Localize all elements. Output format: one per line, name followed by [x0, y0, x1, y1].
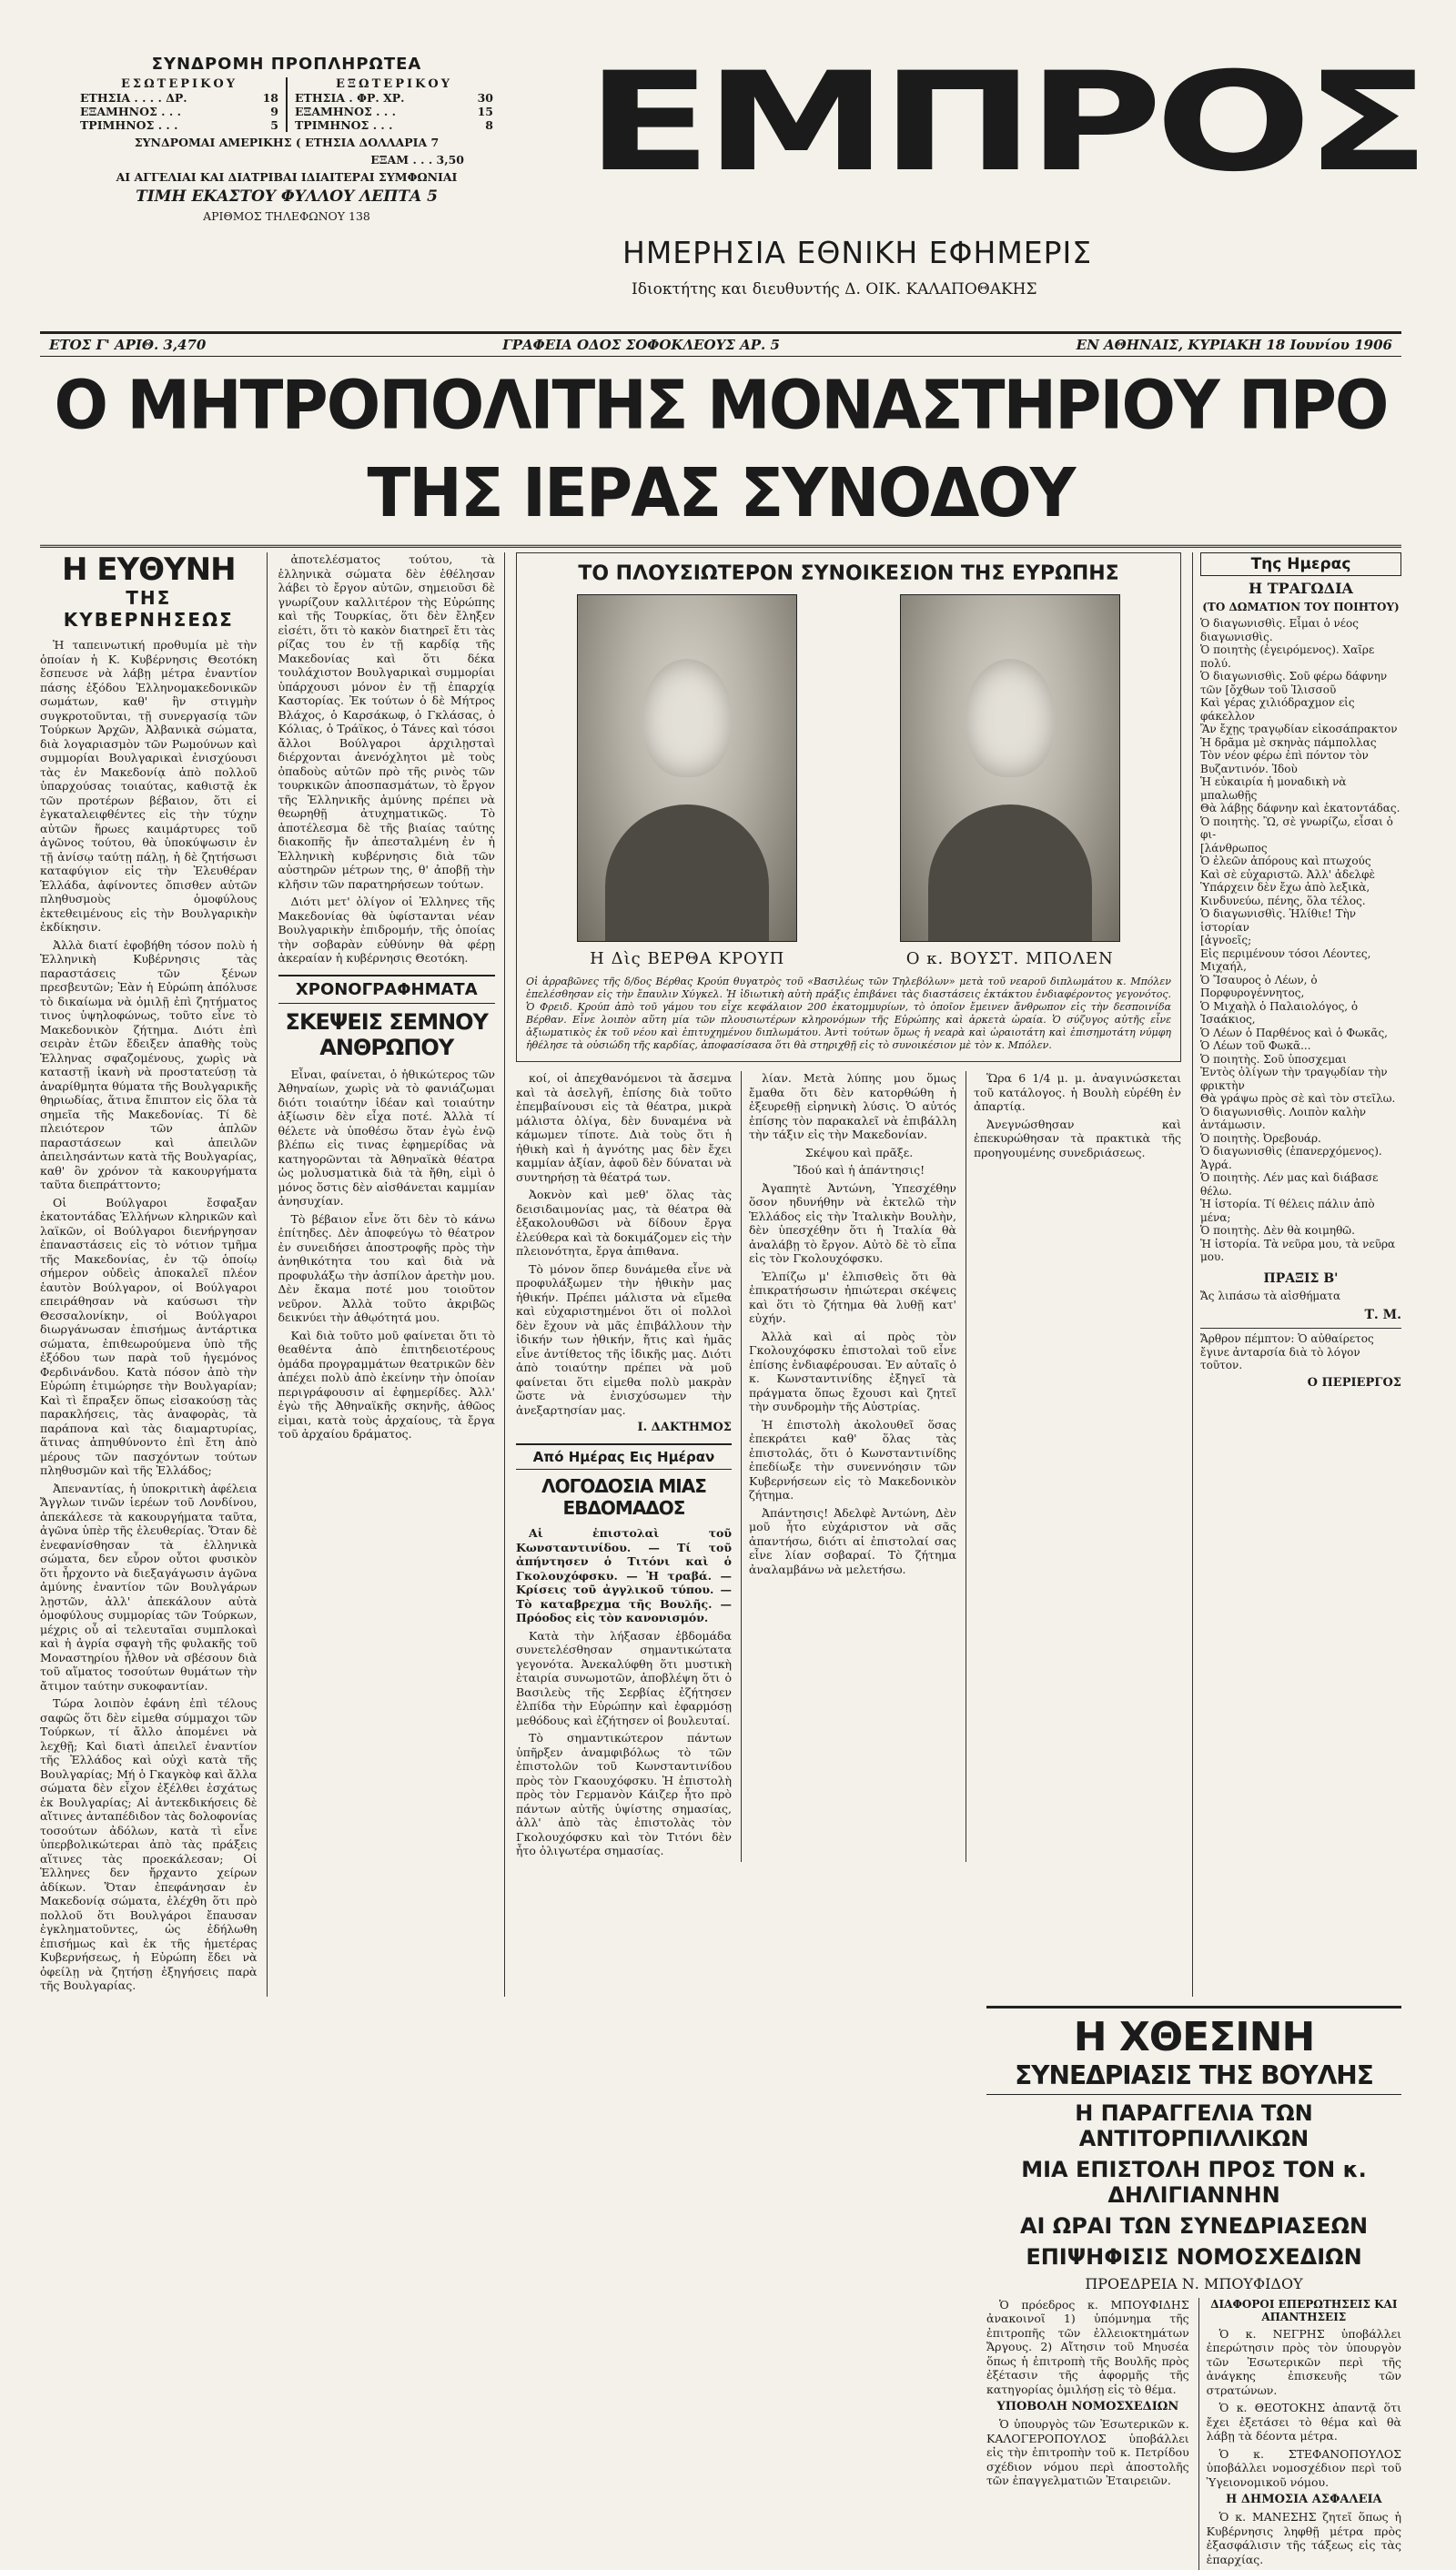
paragraph: Τὸ βέβαιον εἶνε ὅτι δὲν τὸ κάνω ἐπίτηδες. Δὲν ἀποφεύγω τὸ θέατρον ἐν συνειδήσει ἀποστροφῆς πρὸς τὴν ἀνηθικότητα του καὶ διὰ νὰ προφυλάξω τὴν ἀσπίλον ἀρετὴν μου. Δὲν ἔκαμα ποτέ μου τοιοῦτον νεῦρον. Ἀλλὰ τοῦτο ἀκριβῶς δεικνύει τὴν ἀθῳότητά μου. [278, 1212, 496, 1325]
column-mid-1 [516, 1071, 732, 1862]
session-line: ΜΙΑ ΕΠΙΣΤΟΛΗ ΠΡΟΣ ΤΟΝ κ. ΔΗΛΙΓΙΑΝΝΗΝ [986, 2157, 1401, 2208]
session-left [986, 2298, 1189, 2570]
paragraph: Ἀγαπητὲ Ἀντώνη, Ὑπεσχέθην ὅσον ηδυνήθην νὰ ἐκτελῶ τὴν Ἑλλάδος εἰς τὴν Ἰταλικὴν Βουλὴν, δὲν ὑπεσχέθην ὅτι ἡ Ἰταλία θὰ ἀναλάβῃ τὸ ἔργον. Αὐτὸ δὲ τὸ εἶπα εἰς τὸν Γκολουχόφσκυ. [749, 1181, 956, 1266]
dialog-line: Ὁ ποιητὴς. Σοῦ ὑποσχεμαι [1200, 1053, 1401, 1067]
paragraph: Τὸ σημαντικώτερον πάντων ὑπῆρξεν ἀναμφιβόλως τὸ τῶν ἐπιστολῶν τοῦ Κωνσταντινίδου πρὸς τὸν Γκαουχόφσκυ. Ἡ ἐπιστολὴ πρὸς τὸν Γερμανὸν Κάιζερ ἦτο πρὸ πάντων αὐτῆς ὑψίστης σημασίας, ἀλλ' ἀπὸ τὰς ἐπιστολὰς τὸν Γκολουχόφσκυ καὶ τὸν Τιτόνι δὲν ἦτο ὀλιγωτέρα σημασίας. [516, 1731, 732, 1858]
photo-feature [516, 552, 1181, 1062]
paragraph: Ἡ ἐπιστολὴ ἀκολουθεῖ ὅσας ἐπεκράτει καθ' ὅλας τὰς ἐπιστολάς, ὅτι ὁ Κωνσταντινίδης ἐπεδίωξε τὴν συνεννόησιν τῶν Κυβερνήσεων εἰς τὸ Μακεδονικὸν ζήτημα. [749, 1418, 956, 1503]
dialog-line: Θὰ λάβῃς δάφνην καὶ ἑκατοντάδας. [1200, 802, 1401, 815]
dialog-line: Ἡ ἱστορία. Τὰ νεῦρα μου, τὰ νεῦρα μου. [1200, 1238, 1401, 1264]
perigrammatic-signature: Ο ΠΕΡΙΕΡΓΟΣ [1200, 1376, 1401, 1390]
paragraph: Αἱ ἐπιστολαὶ τοῦ Κωνσταντινίδου. — Τί τοῦ ἀπήντησεν ὁ Τιτόνι καὶ ὁ Γκολουχόφσκυ. — Ἡ τραβά. — Κρίσεις τοῦ ἀγγλικοῦ τύπου. — Τὸ καταβρεχμα τῆς Βουλῆς. — Πρόοδος εἰς τὸν κανονισμόν. [516, 1526, 732, 1625]
session-president: ΠΡΟΕΔΡΕΙΑ Ν. ΜΠΟΥΦΙΔΟΥ [986, 2275, 1401, 2292]
dialog-line: Ὁ ποιητὴς (ἐγειρόμενος). Χαῖρε πολύ. [1200, 643, 1401, 670]
banner-headline: Ο ΜΗΤΡΟΠΟΛΙΤΗΣ ΜΟΝΑΣΤΗΡΙΟΥ ΠΡΟ ΤΗΣ ΙΕΡΑΣ ΣΥΝΟΔΟΥ [40, 361, 1401, 548]
interior-label: ΕΣΩΤΕΡΙΚΟΥ [73, 77, 286, 91]
tragedy-title: Η ΤΡΑΓΩΔΙΑ [1200, 580, 1401, 597]
dialog-line: Εἰς περιμένουν τόσοι Λέοντες, Μιχαήλ, [1200, 947, 1401, 974]
dialog-line: Ὁ διαγωνισθὶς (ἐπανερχόμενος). Ἀγρά. [1200, 1145, 1401, 1171]
paragraph: Σκέψου καὶ πρᾶξε. [749, 1146, 956, 1160]
paragraph: Διότι μετ' ὀλίγον οἱ Ἑλληνες τῆς Μακεδονίας θὰ ὑφίστανται νέαν Βουλγαρικὴν ἐπιδρομήν, τῆς ὁποίας τὴν σοβαρὰν εὐθύνην θὰ φέρῃ ἀκεραίαν ἡ κυβέρνησις Θεοτόκη. [278, 895, 496, 966]
column-chronicle [278, 552, 506, 1997]
dialog-line: Ὁ διαγωνισθὶς. Εἶμαι ὁ νέος διαγωνισθὶς. [1200, 617, 1401, 643]
paragraph: λίαν. Μετὰ λύπης μου ὅμως ἔμαθα ὅτι δὲν κατορθώθη ἡ ἐξευρεθῇ εἰρηνικὴ λύσις. Ὁ αὐτός ἐπίσης τὸν παρακαλεῖ νὰ ἐπιβάλλη τὴν τάξιν εἰς τὴν Μακεδονίαν. [749, 1071, 956, 1142]
paragraph: Τώρα λοιπὸν ἐφάνη ἐπὶ τέλους σαφῶς ὅτι δὲν εἰμεθα σύμμαχοι τῶν Τούρκων, τί ἄλλο ἀπομένει νὰ λεχθῇ; Καὶ διατὶ ἀπειλεῖ ἐναντίον τῆς Ἑλλάδος καὶ οὐχὶ κατὰ τῆς Βουλγαρίας; Μή ὁ Γκαγκὸφ καὶ ἄλλα σώματα δὲν εἶχον ἐξέλθει ἐσχάτως ἐκ Βουλγαρίας; Αἱ ἀντεκδικήσεις δὲ αἵτινες ἀνταπέδιδον τὰς δολοφονίας τοσούτων ἀδόλων, κατὰ τὶ εἶνε ὑπερβολικώτεραι ἀπὸ τὰς πράξεις αἵτινες τὰς προεκάλεσαν; Οἱ Ἑλληνες δεν ἤρχαντο χείρων ἀδίκων. Ὅταν ἐπεφάνησαν ἐν Μακεδονίᾳ σώματα, ἐλέχθη ὅτι πρὸ πολλοῦ ὅτι Βουλγάροι ἔπαυσαν ἐγκληματοῦντες, ὡς ἐδήλωθη ἐπισήμως καὶ ἐκ τῆς ἡμετέρας Κυβερνήσεως, ἡ Εὐρώπη ἔδει νὰ ὀφείλῃ νὰ ζητήσῃ ἐξηγήσεις παρὰ τῆς Βουλγαρίας. [40, 1696, 258, 1993]
newspaper-title: ΕΜΠΡΟΣ [586, 55, 1423, 191]
rate-period: ΕΞΑΜΗΝΟΣ . . . [80, 105, 181, 118]
dialog-line: Ὁ Μιχαὴλ ὁ Παλαιολόγος, ὁ Ἰσαάκιος, [1200, 1000, 1401, 1027]
session-subheadline: ΣΥΝΕΔΡΙΑΣΙΣ ΤΗΣ ΒΟΥΛΗΣ [986, 2060, 1401, 2095]
paragraph: Ὁ πρόεδρος κ. ΜΠΟΥΦΙΔΗΣ ἀνακοινοῖ 1) ὑπόμνημα τῆς ἐπιτροπῆς τῶν ἐλλειοκτημάτων Ἄργους. 2) Αἴτησιν τοῦ Μηυσέα ὅπως ἡ ἐπιτροπὴ τῆς Βουλῆς πρὸς ἐξέτασιν τῆς ἀφορμῆς τῆς κατηγορίας ὁμιλήσῃ εἰς τὸ θέμα. [986, 2298, 1189, 2397]
subscription-box [73, 55, 500, 223]
rate-price: 9 [270, 105, 278, 118]
session-subhead: Η ΔΗΜΟΣΙΑ ΑΣΦΑΛΕΙΑ [1207, 2493, 1401, 2506]
dialog-line: [λάνθρωπος [1200, 842, 1401, 855]
dialog-line: Ὁ ἐλεῶν ἀπόρους καὶ πτωχούς [1200, 855, 1401, 868]
act-header: ΠΡΑΞΙΣ Β' [1200, 1271, 1401, 1286]
paragraph: Ἀπεναντίας, ἡ ὑποκριτικὴ ἀφέλεια Ἄγγλων τινῶν ἱερέων τοῦ Λονδίνου, ἀπεκάλεσε τὰ κακουργήματα ταῦτα, ἀγῶνα ὑπὲρ τῆς ἐλευθερίας. Ὅταν δὲ ἐνεφανίσθησαν τὰ ἑλληνικὰ σώματα, δεν εὗρον οὗτοι φυσικὸν ὅτι ἦρχοντο νὰ διεξαγάγωσιν ἀγῶνα ἀμύνης ἐναντίον τῶν Βουλγάρων λῃστῶν, ἀλλ' ἀπεκάλουν αὐτὰ ὁμοφύλους συμμορίας τῶν Τούρκων, μέχρις οὗ αἱ τελευταῖαι συμπλοκαὶ καὶ ἡ ἀγρία σφαγὴ τῆς φυλακῆς τοῦ Μοναστηρίου ἦλθον νὰ σβέσουν διὰ τοῦ αἵματος τοσούτων θυμάτων τὴν ἄτιμον ταύτην συκοφαντίαν. [40, 1482, 258, 1694]
photo-title: ΤΟ ΠΛΟΥΣΙΩΤΕΡΟΝ ΣΥΝΟΙΚΕΣΙΟΝ ΤΗΣ ΕΥΡΩΠΗΣ [526, 562, 1171, 585]
rate-price: 5 [270, 118, 278, 132]
note-text: Ἄρθρον πέμπτον: Ὁ αὐθαίρετος ἔγινε ἀνταρσία διὰ τὸ λόγον τοῦτον. [1200, 1328, 1401, 1372]
dialog-line: Ὁ ποιητὴς. Δὲν θὰ κοιμηθῶ. [1200, 1224, 1401, 1238]
signature: Ι. ΔΑΚΤΗΜΟΣ [516, 1421, 732, 1434]
dialog-line: Ὁ Λέων ὁ Παρθένος καὶ ὁ Φωκᾶς, [1200, 1027, 1401, 1040]
dateline [40, 331, 1401, 357]
column-mid-3 [966, 1071, 1181, 1862]
rate-price: 15 [478, 105, 493, 118]
paragraph: Ὁ κ. ΝΕΓΡΗΣ ὑποβάλλει ἐπερώτησιν πρὸς τὸν ὑπουργὸν τῶν Ἐσωτερικῶν περὶ τῆς ἀνάγκης ἐπισκευῆς τῶν στρατώνων. [1207, 2327, 1401, 2398]
dialog-line: Ἐντὸς ὀλίγων τὴν τραγῳδίαν τὴν φρικτὴν [1200, 1066, 1401, 1092]
paragraph: Ὁ κ. ΘΕΟΤΟΚΗΣ ἀπαντᾷ ὅτι ἔχει ἐξετάσει τὸ θέμα καὶ θὰ λάβῃ τὰ δέοντα μέτρα. [1207, 2401, 1401, 2444]
session-headline: Η ΧΘΕΣΙΝΗ [986, 2014, 1401, 2060]
paragraph: Ἡ ταπεινωτική προθυμία μὲ τὴν ὁποίαν ἡ Κ. Κυβέρνησις Θεοτόκη ἔσπευσε νὰ λάβῃ μέτρα ἐναντίον πάσης ἐξόδου Ἑλληνομακεδονικῶν σωμάτων, καθ' ἣν στιγμὴν συγκροτοῦνται, τῇ συνεργασίᾳ τῶν Τούρκων Ἀρχῶν, Ἀλβανικὰ σώματα, διὰ λογαριασμὸν τῶν Ρωμούνων καὶ συμμορίαι Βουλγαρικαὶ ἐνισχύουσι τὰς ἐν Μακεδονίᾳ ἀπὸ πολλοῦ ὑπαρχούσας τοιαύτας, καθιστᾷ ἐκ τῶν προτέρων βέβαιον, ὅτι εἰ ἐγκαταλειφθέντες εἰς τὴν τύχην αὐτῶν ἥρωες καιμάρτυρες τοῦ ἀγῶνος τούτου, θὰ ὑποκύψωσιν ἐν τῇ ἀνίσῳ ταύτῃ πάλῃ, ἡ δὲ ζητήσωσι καταφύγιον εἰς τὴν Ἐλευθέραν Ἑλλάδα, ἀφίνοντες ὄπισθεν αὐτῶν πληθυσμοὺς ὁμοφύλους ἐκτεθειμένους εἰς τὴν Βουλγαρικὴν ἐκδίκησιν. [40, 638, 258, 935]
paragraph: Καὶ διὰ τοῦτο μοῦ φαίνεται ὅτι τὸ θεαθέντα ἀπὸ ἐπιτηδειοτέρους ὁμάδα προγραμμάτων θεατρικῶν δὲν ἀπέχει πολὺ ἀπὸ ἐκείνην τὴν ὁποίαν περιγράφουσιν αἱ ἐφημερίδες. Ἀλλ' ἐγὼ τῆς Ἀθηναϊκῆς σκηνῆς, ἀθῶος εἰμαι, κατὰ τοὺς ἀρχαίους, τὰ ἔργα τοῦ ἀρχαίου δράματος. [278, 1329, 496, 1442]
dialog-line: Ὁ διαγωνισθὶς. Λοιπὸν καλὴν ἀντάμωσιν. [1200, 1106, 1401, 1132]
paragraph: κοί, οἱ ἀπεχθανόμενοι τὰ ἄσεμνα καὶ τὰ ἀσελγῆ, ἐπίσης διὰ τοῦτο ἐπεμβαίνουσι εἰς τὰ θέατρα, μικρὰ μάλιστα ὀλίγα, δὲν δυναμένα νὰ κάμωμεν τίποτε. Διὰ τοὺς ὅτι ἡ ἠθικὴ καὶ ἡ ἀγνότης μας δὲν ἔχει καμμίαν ἀξίαν, ἀφοῦ δὲν δύναται νὰ συντηρήσῃ τὰ θέατρά των. [516, 1071, 732, 1184]
rate-price: 30 [478, 91, 493, 105]
dialog-line: Ὁ ποιητὴς. Λέν μας καὶ διάβασε θέλω. [1200, 1171, 1401, 1198]
column-mid-2 [741, 1071, 956, 1862]
photo-right [892, 594, 1128, 968]
exterior-label: ΕΞΩΤΕΡΙΚΟΥ [288, 77, 500, 91]
rate-period: ΤΡΙΜΗΝΟΣ . . . [295, 118, 392, 132]
paragraph: Ὥρα 6 1/4 μ. μ. ἀναγινώσκεται τοῦ κατάλογος. ἡ Βουλὴ εὑρέθη ἐν ἀπαρτίᾳ. [974, 1071, 1181, 1114]
exterior-rates [288, 77, 500, 132]
editorial-subtitle: ΤΗΣ ΚΥΒΕΡΝΗΣΕΩΣ [40, 587, 258, 631]
america-line-2: ΕΞΑΜ . . . 3,50 [73, 153, 500, 167]
paragraph: Ὁ κ. ΜΑΝΕΣΗΣ ζητεῖ ὅπως ἡ Κυβέρνησις ληφθῇ μέτρα πρὸς ἐξασφάλισιν τῆς τάξεως εἰς τὰς ἐπαρχίας. [1207, 2510, 1401, 2566]
signoff: Τ. Μ. [1200, 1308, 1401, 1322]
america-line: ΣΥΝΔΡΟΜΑΙ ΑΜΕΡΙΚΗΣ ( ΕΤΗΣΙΑ ΔΟΛΛΑΡΙΑ 7 [73, 136, 500, 149]
editorial-title: Η ΕΥΘΥΝΗ [40, 552, 258, 587]
dialog-line: [ἀγνοεῖς; [1200, 934, 1401, 947]
paragraph: Ἀπάντησις! Ἀδελφὲ Ἀντώνη, Δὲν μοῦ ἦτο εὐχάριστον νὰ σᾶς ἀπαντήσω, διότι αἱ ἐπιστολαί σας εἶνε λίαν σοβαραί. Τὸ ζήτημα ἀναλαμβάνω νὰ μελετήσω. [749, 1506, 956, 1577]
rate-period: ΕΤΗΣΙΑ . ΦΡ. ΧΡ. [295, 91, 405, 105]
paragraph: Ἀνεγνώσθησαν καὶ ἐπεκυρώθησαν τὰ πρακτικὰ τῆς προηγουμένης συνεδριάσεως. [974, 1118, 1181, 1160]
paragraph: Οἱ Βούλγαροι ἔσφαξαν ἑκατοντάδας Ἑλλήνων κληρικῶν καὶ λαϊκῶν, οἱ Βούλγαροι διενήργησαν ἐπαναστάσεις εἰς τὸ νότιον τμῆμα τῆς Μακεδονίας, ἐν τῷ ὁποίῳ σήμερον οὐδεὶς ἀποκαλεῖ πλέον ἑαυτὸν Βούλγαρον, οἱ Βούλγαροι επειράθησαν νὰ καύσωσι τὴν Θεσσαλονίκην, οἱ Βούλγαροι διωργάνωσαν ἐπισήμως ἀντάρτικα σώματα, ἐπιθεωρούμενα ὑπὸ τῆς ἐξόδου των παρὰ τοῦ ἡγεμόνος Φερδινάνδου. Κατὰ πόσον ἀπὸ τὴν Εὐρώπη ἐτιμώρησε τὴν Βουλγαρίαν; Καὶ τὶ ἔπραξεν ὅπως εἰσακούσῃ τὰς παρακλήσεις, τὰς ἀναφορὰς, τὰ παράπονα καὶ τὰς διαμαρτυρίας, ἅτινας ἀπηυθύνοντο ἐπὶ ἔτη ἀπὸ μέρους τῶν πασχόντων τούτων πληθυσμῶν καὶ τῆς Ἑλλάδος; [40, 1196, 258, 1478]
session-report [986, 2006, 1401, 2570]
phone-line: ΑΡΙΘΜΟΣ ΤΗΛΕΦΩΝΟΥ 138 [73, 209, 500, 223]
issue-number: ΕΤΟΣ Γ' ΑΡΙΘ. 3,470 [49, 337, 206, 353]
session-subhead: ΔΙΑΦΟΡΟΙ ΕΠΕΡΩΤΗΣΕΙΣ ΚΑΙ ΑΠΑΝΤΗΣΕΙΣ [1207, 2298, 1401, 2323]
section-header: ΧΡΟΝΟΓΡΑΦΗΜΑΤΑ [278, 975, 496, 1004]
middle-area [516, 552, 1181, 1997]
dialog-line: Ὁ ποιητὴς. Ὀρεβουάρ. [1200, 1132, 1401, 1146]
rate-price: 8 [485, 118, 493, 132]
dialog-line: Ὁ διαγωνισθὶς. Σοῦ φέρω δάφνην τῶν [ὄχθων τοῦ Ἰλισσοῦ [1200, 670, 1401, 696]
dialog-line: Ὁ διαγωνισθὶς. Ἡλίθιε! Τὴν ἱστορίαν [1200, 907, 1401, 934]
dialog-line: Ὁ Λέων τοῦ Φωκᾶ... [1200, 1039, 1401, 1053]
paragraph: Ὁ ὑπουργὸς τῶν Ἐσωτερικῶν κ. ΚΑΛΟΓΕΡΟΠΟΥΛΟΣ ὑποβάλλει εἰς τὴν ἐπιτροπὴν τοῦ κ. Πετρίδου σχέδιον νόμου περὶ ἀποστολῆς τῶν ἐπαγγελματιῶν Ἑταιρειῶν. [986, 2417, 1189, 2488]
office-address: ΓΡΑΦΕΙΑ ΟΔΟΣ ΣΟΦΟΚΛΕΟΥΣ ΑΡ. 5 [502, 337, 780, 353]
portrait-image [577, 594, 797, 942]
paragraph: Ἀλλὰ καὶ αἱ πρὸς τὸν Γκολουχόφσκυ ἐπιστολαὶ τοῦ εἶνε ἐπίσης ἐνδιαφέρουσαι. Ἐν αὐταῖς ὁ κ. Κωνσταντινίδης ἐξηγεῖ τὰ πράγματα ὅπως ἔχουσι καὶ ζητεῖ τὴν συνδρομὴν τῆς Αὐστρίας. [749, 1330, 956, 1414]
dialog-line: Ἡ ἱστορία. Τί θέλεις πάλιν ἀπὸ μένα; [1200, 1198, 1401, 1224]
paragraph: Ἀοκνὸν καὶ μεθ' ὅλας τὰς δεισιδαιμονίας μας, τὰ θέατρα θὰ ἐξακολουθῶσι νὰ δίδουν ἔργα ἐλεύθερα καὶ τὰ δοκιμάζομεν εἰς τὴν πλειονότητα, ἔργα ἀπιθανα. [516, 1188, 732, 1259]
dialog-text [1200, 617, 1401, 1264]
price-line: ΤΙΜΗ ΕΚΑΣΤΟΥ ΦΥΛΛΟΥ ΛΕΠΤΑ 5 [73, 187, 500, 206]
dialog-line: Καὶ γέρας χιλιόδραχμον εἰς φάκελλον [1200, 696, 1401, 723]
tagline: ΗΜΕΡΗΣΙΑ ΕΘΝΙΚΗ ΕΦΗΜΕΡΙΣ [622, 235, 1092, 270]
tragedy-subtitle: (ΤΟ ΔΩΜΑΤΙΟΝ ΤΟΥ ΠΟΙΗΤΟΥ) [1200, 601, 1401, 613]
dialog-line: Ὁ ποιητὴς. Ὢ, σὲ γνωρίζω, εἶσαι ὁ φι- [1200, 815, 1401, 842]
dialog-line: Τὸν νέον φέρω ἐπὶ πόντον τὸν Βυζαντινόν. Ἰδοὺ [1200, 749, 1401, 775]
subscription-title: ΣΥΝΔΡΟΜΗ ΠΡΟΠΛΗΡΩΤΕΑ [73, 55, 500, 74]
chronicle-headline: ΣΚΕΨΕΙΣ ΣΕΜΝΟΥ ΑΝΘΡΩΠΟΥ [278, 1009, 496, 1060]
paragraph: Ὁ κ. ΣΤΕΦΑΝΟΠΟΥΛΟΣ ὑποβάλλει νομοσχέδιον περὶ τοῦ Ὑγειονομικοῦ νόμου. [1207, 2447, 1401, 2490]
dialog-line: Θὰ γράψω πρὸς σὲ καὶ τὸν στεῖλω. [1200, 1092, 1401, 1106]
photo-caption: Η Δὶς ΒΕΡΘΑ ΚΡΟΥΠ [569, 949, 805, 968]
paragraph: Ἀλλὰ διατί ἐφοβήθη τόσον πολὺ ἡ Ἑλληνικὴ Κυβέρνησις τὰς παραστάσεις τῶν ξένων πρεσβευτῶν; Ἐὰν ἡ Εὐρώπη ἀπόλυσε τὸ δικαίωμα νὰ ὁμιλῇ ἐπὶ ζητήματος τινος ὑψηλοφώνως, τοῦτο εἶνε τὸ Μακεδονικὸν ζήτημα. Διότι ἐπὶ σειρὰν ἐτῶν ἔδειξεν ἀπαθὴς τοὺς Ἑλληνας σφαζομένους, χωρὶς νὰ καταστῇ ἱκανὴ νὰ προστατεύσῃ τὰ ἀναρίθμητα θύματα τῆς Βουλγαρικῆς θηριωδίας, ἅτινα ἔπιπτον εἰς ὅλα τὰ σημεῖα τῆς Μακεδονίας. Τί δὲ πλειότερον τῶν ἁπλῶν παραστάσεων καὶ ἀπειλῶν ἀπειλησάντων κατὰ τῆς Βουλγαρίας, καθ' ὃν χρόνον τὰ κακουργήματα ταῦτα διεπράττοντο; [40, 938, 258, 1192]
session-line: ΕΠΙΨΗΦΙΣΙΣ ΝΟΜΟΣΧΕΔΙΩΝ [986, 2244, 1401, 2270]
issue-date: ΕΝ ΑΘΗΝΑΙΣ, ΚΥΡΙΑΚΗ 18 Ιουνίου 1906 [1077, 337, 1392, 353]
rate-period: ΕΞΑΜΗΝΟΣ . . . [295, 105, 396, 118]
dialog-line: Κινδυνεύω, πένης, ὅλα τέλος. [1200, 895, 1401, 908]
body-columns [40, 552, 1401, 1997]
interior-rates [73, 77, 286, 132]
paragraph: ἀποτελέσματος τούτου, τὰ ἑλληνικὰ σώματα δὲν ἐθέλησαν λάβει τὸ ἔργον αὐτῶν, σημειοῦσι δὲ γνωρίζουν καλλιτέρον τὴς Εὐρώπης καὶ τῆς Τουρκίας, ὅτι δὲν ἔληξεν εἰσέτι, ὅτι τὸ κακὸν διατηρεῖ ἔτι τὰς ρίζας του ἐν τῇ καρδίᾳ τῆς Μακεδονίας καὶ ὅτι δέκα τουλάχιστον Βουλγαρικαὶ συμμορίαι ὑπάρχουσι μόνον ἐν τῇ ἐπαρχίᾳ Καστορίας. Ἐκ τούτων ὁ δὲ Μήτρος Βλάχος, ὁ Καρσάκωφ, ὁ Γκλάσας, ὁ Κόλιας, ὁ Τράϊκος, ὁ Τάνες καὶ τόσοι ἄλλοι Βούλγαροι ἀρχιλῃσταὶ διέρχονται ἀνενόχλητοι μὲ τοὺς ὀπαδοὺς αὐτῶν πρὸ τῆς ρινὸς τῶν τουρκικῶν ἀποσπασμάτων, τὸ ἔργον τῆς Ἑλληνικῆς ἀμύνης πρέπει νὰ θεωρηθῇ ἀτυχηματικῶς. Τὸ ἀποτέλεσμα δὲ τῆς βιαίας ταύτης διακοπῆς ἤν ἀπεσταλμένη ἐν ἡ Ἑλληνικὴ κυβέρνησις διὰ τῶν αὐστηρῶν μέτρων της, θ' ἀποβῇ τὴν κλῆσιν τῶν παρατηρήσεων τούτων. [278, 552, 496, 891]
rate-period: ΤΡΙΜΗΝΟΣ . . . [80, 118, 177, 132]
paragraph: Εἶναι, φαίνεται, ὁ ἠθικώτερος τῶν Ἀθηναίων, χωρὶς νὰ τὸ φανιάζωμαι διότι τοιαύτην ἰδέαν καὶ τοιαύτην ἀξίωσιν δὲν εἶχα ποτέ. Ἀλλὰ τί θέλετε νὰ ὑποθέσω ὅταν ἐγὼ ἐνῷ βλέπω εἰς τινας ἐφημερίδας νὰ κατηγορῶνται τὰ Ἀθηναϊκὰ θέατρα ὡς μολυσματικὰ διὰ τὰ ἤθη, εἰμὶ ὁ μόνος ὅστις δὲν αἰσθάνεται καμμίαν ἀνησυχίαν. [278, 1067, 496, 1209]
ads-line: ΑΙ ΑΓΓΕΛΙΑΙ ΚΑΙ ΔΙΑΤΡΙΒΑΙ ΙΔΙΑΙΤΕΡΑΙ ΣΥΜΦΩΝΙΑΙ [73, 170, 500, 184]
rate-period: ΕΤΗΣΙΑ . . . . ΔΡ. [80, 91, 187, 105]
photo-text: Οἱ ἀρραβῶνες τῆς δ/δος Βέρθας Κρούπ θυγατρὸς τοῦ «Βασιλέως τῶν Τηλεβόλων» μετὰ τοῦ νεαροῦ διπλωμάτου κ. Μπόλεν ἐπελέσθησαν εἰς τὴν ἔπαυλιν Χύγκελ. Ἡ ἰδιωτικὴ αὐτὴ πράξις ἐπιβάνει τὰς διαστάσεις ἐκτάκτου ἐνδιαφέροντος γεγονότος. Ὁ Φρειδ. Κρούπ ἀπὸ τοῦ γάμου του εἶχε κεφάλαιον 200 ἑκατομμυρίων, τὸ ὁποῖον ἔμεινεν ἄνθρωπον εἰς τὴν δεσποινίδα Βέρθαν. Εἶνε λοιπὸν αὕτη μία τῶν πλουσιωτέρων κληρονόμων τῆς Εὐρώπης καὶ ἀρκετὰ ὡραία. Ὁ σύζυγος αὐτῆς εἶνε ἀξιωματικὸς ἐκ τοῦ νέου καὶ ἐπιτυχημένου διπλωμάτου. Ἀντὶ τούτων ὅμως ἡ νεαρὰ καὶ ὡραιοτάτη καὶ ἐπισημοτάτη νύμφη ἠθέλησε τὰ οὐσιώδη τῆς καρδίας, ἀποφασίσασα ὅτι θὰ στηριχθῇ εἰς τὸ συνοικέσιον μὲ τὸν κ. Μπόλεν. [526, 976, 1171, 1052]
dialog-line: Καὶ σὲ εὐχαριστῶ. Ἀλλ' ἀδελφὲ [1200, 868, 1401, 882]
column-box-header: Της Ημερας [1200, 552, 1401, 576]
paragraph: Ἐλπίζω μ' ἐλπισθεὶς ὅτι θὰ ἐπικρατήσωσιν ἠπιώτεραι σκέψεις καὶ ὅτι τὸ ζήτημα θὰ λυθῇ κατ' εὐχήν. [749, 1270, 956, 1326]
dialog-line: Ἡ δρᾶμα μὲ σκηνὰς πάμπολλας [1200, 736, 1401, 750]
paragraph: Ἴδού καὶ ἡ ἀπάντησις! [749, 1163, 956, 1178]
rate-price: 18 [263, 91, 278, 105]
section-header: Από Ημέρας Εις Ημέραν [516, 1443, 732, 1470]
weekly-headline: ΛΟΓΟΔΟΣΙΑ ΜΙΑΣ ΕΒΔΟΜΑΔΟΣ [516, 1475, 732, 1519]
paragraph: Κατὰ τὴν λήξασαν ἑβδομάδα συνετελέσθησαν σημαντικώτατα γεγονότα. Ἀνεκαλύφθη ὅτι μυστικὴ ἑταιρία συνωμοτῶν, ἀποβλέψη ὅτι ὁ Βασιλεὺς τῆς Σερβίας ἐζήτησεν ἐλπίδα τὴν Εὐρώπην καὶ ἐφαρμόσῃ μεθόδους καὶ ἐζήτησεν οἱ βουλευταί. [516, 1629, 732, 1728]
masthead [40, 36, 1401, 309]
photo-left [569, 594, 805, 968]
portrait-image [900, 594, 1120, 942]
column-right [1192, 552, 1401, 1997]
photo-caption: Ο κ. ΒΟΥΣΤ. ΜΠΟΛΕΝ [892, 949, 1128, 968]
act-end: Ἄς λιπάσω τὰ αἰσθήματα [1200, 1290, 1401, 1303]
dialog-line: Ἂν ἔχῃς τραγῳδίαν εἰκοσάπρακτον [1200, 723, 1401, 736]
dialog-line: Ὁ Ἴσαυρος ὁ Λέων, ὁ Πορφυρογέννητος, [1200, 974, 1401, 1000]
session-subhead: ΥΠΟΒΟΛΗ ΝΟΜΟΣΧΕΔΙΩΝ [986, 2400, 1189, 2413]
owner-line: Ιδιοκτήτης και διευθυντής Δ. ΟΙΚ. ΚΑΛΑΠΟΘΑΚΗΣ [632, 280, 1037, 298]
column-editorial [40, 552, 268, 1997]
session-line: Η ΠΑΡΑΓΓΕΛΙΑ ΤΩΝ ΑΝΤΙΤΟΡΠΙΛΛΙΚΩΝ [986, 2100, 1401, 2151]
session-line: ΑΙ ΩΡΑΙ ΤΩΝ ΣΥΝΕΔΡΙΑΣΕΩΝ [986, 2213, 1401, 2239]
dialog-line: Ἡ εὐκαιρία ἡ μοναδικὴ νὰ μπαλωθῇς [1200, 775, 1401, 802]
dialog-line: Ὑπάρχειν δὲν ἔχω ἀπὸ λεξικὰ, [1200, 881, 1401, 895]
session-right [1198, 2298, 1401, 2570]
paragraph: Τὸ μόνον ὅπερ δυνάμεθα εἶνε νὰ προφυλάξωμεν τὴν ἠθικὴν μας ἠθικήν. Πρέπει μάλιστα νὰ εἴμεθα καὶ εὐχαριστημένοι ὅτι οἱ πολλοὶ δὲν ἔχουν νὰ μᾶς ἐπιβάλλουν τὴν ἰδικήν των ἠθικήν, ἤτις καὶ ἡμᾶς εἶνε ἀντίθετος τῆς ἰδικῆς μας. Διότι ἀπὸ τοιαύτην πρέπει νὰ μοῦ φαίνεται ὅτι εἰμεθα πολὺ μακρὰν ὥστε νὰ ἐνισχύσωμεν τὴν ἀνεξαρτησίαν μας. [516, 1262, 732, 1418]
